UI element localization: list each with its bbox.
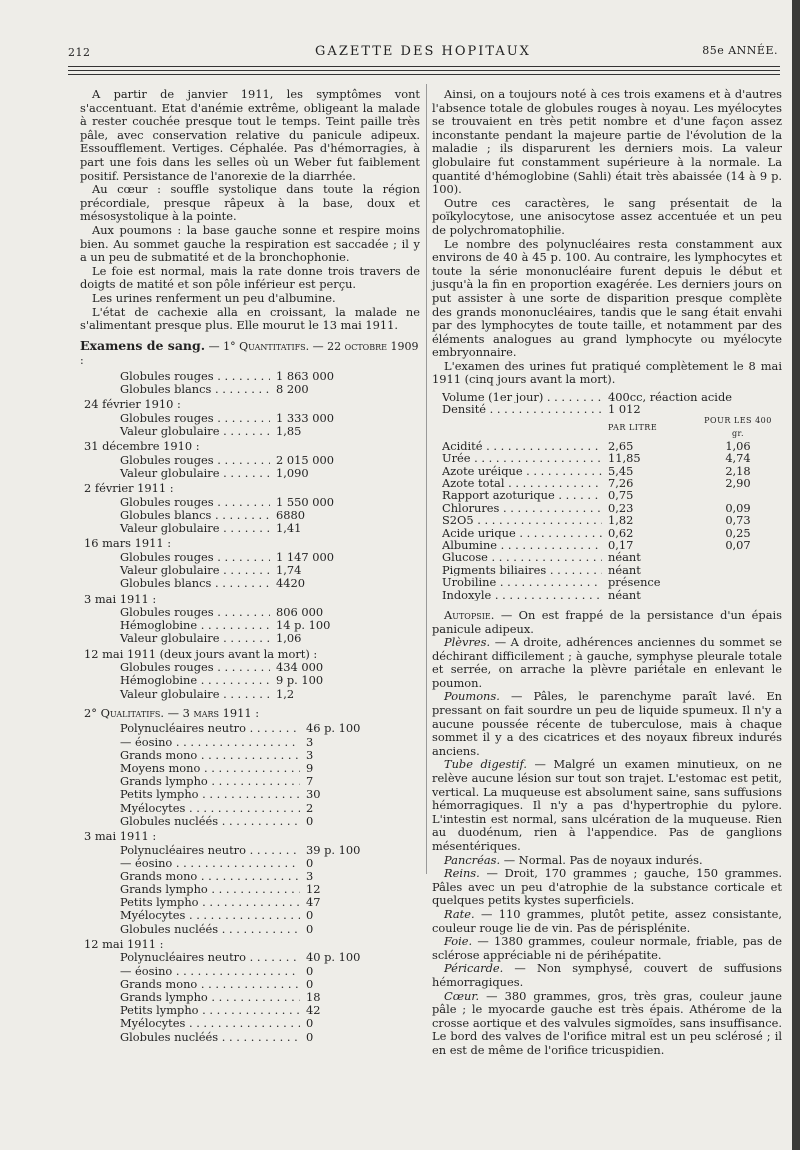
row-value: 47 [306,895,321,910]
row-value-400: 4,74 [725,451,751,466]
header-per-litre: PAR LITRE [608,422,658,432]
row-value: 46 p. 100 [306,721,361,736]
table-row [84,736,420,749]
row-value: 42 [306,1003,321,1018]
paragraph: L'examen des urines fut pratiqué complètement le 8 mai 1911 (cinq jours avant la mort). [432,358,782,387]
qual-label: 2° Qualitatifs. — 3 mars 1911 : [84,705,260,720]
paragraph: Ainsi, on a toujours noté à ces trois examens et à d'autres l'absence totale de globules rouges à noyau. Les myélocytes se trouvaient en très petit nombre et d'une façon assez inconstante pendant la majeure partie de l'évolution de la maladie ; ils disparurent les derniers mois. La valeur globulaire fut constamment supérieure à la normale. La quantité d'hémoglobine (Sahli) était très abaissée (14 à 9 p. 100). [432,87,782,197]
row-value: 9 p. 100 [276,673,324,688]
row-label: Globules nucléés . . . [84,815,300,828]
paragraph: Outre ces caractères, le sang présentait de la poïkylocytose, une anisocytose assez accentuée et un peu de polychromatophilie. [432,195,782,237]
row-label: Globules blancs . . . [84,383,270,396]
row-value-400: 0,73 [725,513,751,528]
autopsy-paragraph [432,854,782,868]
autopsy-lead: Foie. [444,934,473,949]
autopsy-text: — Normal. Pas de noyaux indurés. [500,852,703,867]
row-value-litre: 11,85 [608,451,641,466]
row-value: 2 [306,800,314,815]
paragraph: Au cœur : souffle systolique dans toute la région précordiale, presque râpeux à la base, doux et mésosystolique à la pointe. [80,182,420,224]
row-value: 9 [306,760,314,775]
table-row [84,951,420,964]
table-row [84,632,420,645]
row-value-litre: 0,75 [608,488,634,503]
table-row [84,802,420,815]
row-label: Albumine . . . [442,539,602,551]
row-label: Myélocytes . . . [84,909,300,922]
row-value-400: 2,90 [725,476,751,491]
row-label: Grands lympho . . . [84,775,300,788]
row-value: 1,06 [276,631,302,646]
table-row [84,909,420,922]
page-number: 212 [68,46,91,59]
table-row [84,688,420,701]
row-value: 1 863 000 [276,368,334,383]
row-value: 1 550 000 [276,494,334,509]
table-row [84,412,420,425]
row-label: Valeur globulaire . . . [84,632,270,645]
row-value-litre: 0,17 [608,537,634,552]
row-value: 0 [306,1029,314,1044]
row-value: 400cc, réaction acide [608,390,732,405]
table-row [84,619,420,632]
row-value: 18 [306,989,321,1004]
autopsy-paragraph [432,690,782,758]
row-label: Valeur globulaire . . . [84,564,270,577]
autopsy-text: — Non symphysé, couvert de suffusions hémorragiques. [432,961,782,989]
row-label: Densité . . . [442,403,602,415]
table-row [84,923,420,936]
table-row [442,452,782,464]
row-value: 1,74 [276,563,302,578]
exam-group [80,593,420,646]
row-value: 0 [306,976,314,991]
autopsy-paragraph [432,609,782,636]
row-label: Globules rouges . . . [84,496,270,509]
autopsy-text: — Pâles, le parenchyme paraît lavé. En pressant on fait sourdre un peu de liquide spumeux. Il n'y a aucune poussée récente de tuberculose, mais à chaque sommet il y a des cicatrices et des noyaux fibreux indurés anciens. [432,689,782,758]
autopsy-lead: Reins. [444,866,480,881]
autopsy-paragraph [432,935,782,962]
autopsy-text: — Droit, 170 grammes ; gauche, 150 grammes. Pâles avec un peu d'atrophie de la substance corticale et quelques petits kystes superficiels. [432,866,782,908]
row-label: Myélocytes . . . [84,1017,300,1030]
row-label: Hémoglobine . . . [84,674,270,687]
table-row [84,564,420,577]
right-column [432,88,782,1058]
row-value: 0 [306,963,314,978]
row-label: Globules rouges . . . [84,412,270,425]
table-row [84,815,420,828]
row-value: 14 p. 100 [276,618,331,633]
table-row [84,496,420,509]
autopsy-text: — 380 grammes, gros, très gras, couleur jaune pâle ; le myocarde gauche est très épais. Athérome de la crosse aortique et des valvules sigmoïdes, sans insuffisance. Le bord des valves de l'orifice mitral est un peu sclérosé ; il en est de même de l'orifice tricuspidien. [432,988,782,1057]
table-row [84,606,420,619]
row-label: Valeur globulaire . . . [84,522,270,535]
table-row [84,425,420,438]
table-row [84,509,420,522]
row-label: Myélocytes . . . [84,802,300,815]
table-row [84,370,420,383]
row-value: 4420 [276,576,305,591]
row-value: 12 [306,882,321,897]
table-header [442,416,782,440]
exam-date: 12 mai 1911 (deux jours avant la mort) : [84,646,318,661]
row-value-litre: présence [608,575,661,590]
row-value: 3 [306,868,314,883]
row-value-400 [698,564,778,576]
row-label: Glucose . . . [442,551,602,563]
row-label: Hémoglobine . . . [84,619,270,632]
row-label: Grands mono . . . [84,978,300,991]
row-value: 3 [306,747,314,762]
table-row [84,978,420,991]
exam-title: Examens de sang. [80,337,206,353]
row-value-400 [698,551,778,563]
row-label: Rapport azoturique . . . [442,489,602,501]
row-value-litre: 2,65 [608,438,634,453]
row-value: 1 012 [608,402,641,417]
autopsy-paragraph [432,636,782,690]
autopsy-text: — 1380 grammes, couleur normale, friable, pas de sclérose appréciable ni de périhépatite. [432,934,782,962]
row-label: Chlorures . . . [442,502,602,514]
row-value: 806 000 [276,605,324,620]
exam-date: 3 mai 1911 : [84,591,157,606]
row-label: Urée . . . [442,452,602,464]
journal-year: 85e ANNÉE. [702,44,778,57]
row-value: 434 000 [276,660,324,675]
row-value: 1,85 [276,424,302,439]
table-row [84,883,420,896]
paragraph: L'état de cachexie alla en croissant, la malade ne s'alimentant presque plus. Elle mourut le 13 mai 1911. [80,304,420,333]
row-value: 1 333 000 [276,410,334,425]
autopsy-text: — Malgré un examen minutieux, on ne relève aucune lésion sur tout son trajet. L'estomac est petit, vertical. La muqueuse est absolument saine, sans suffusions hémorragiques. Il n'y a pas d'hypertrophie du pylore. L'intestin est normal, sans ulcération de la muqueuse. Rien au duodénum, rien à l'appendice. Pas de ganglions mésentériques. [432,757,782,854]
table-row [84,577,420,590]
row-value-400: 0,25 [725,525,751,540]
row-value-litre: 5,45 [608,463,634,478]
exam-date: 3 mai 1911 : [84,828,157,843]
table-row [84,844,420,857]
exam-date: 12 mai 1911 : [84,936,164,951]
row-value-litre: néant [608,562,641,577]
table-row [84,762,420,775]
autopsy-paragraph [432,990,782,1058]
table-row [84,870,420,883]
exam-date: 31 décembre 1910 : [84,439,200,454]
row-label: Globules rouges . . . [84,606,270,619]
paragraph: Les urines renferment un peu d'albumine. [92,290,336,305]
row-label: Pigments biliaires . . . [442,564,602,576]
table-row [442,489,782,501]
autopsy-paragraph [432,867,782,908]
row-value: 0 [306,908,314,923]
autopsy-paragraph [432,908,782,935]
row-label: Grands lympho . . . [84,991,300,1004]
table-row [84,467,420,480]
table-row [442,551,782,563]
autopsy-lead: Autopsie. [444,607,495,622]
table-row [442,576,782,588]
row-label: Acidité . . . [442,440,602,452]
table-row [84,661,420,674]
table-row [84,722,420,735]
urine-table [442,391,782,601]
row-label: Globules blancs . . . [84,509,270,522]
row-value: 3 [306,734,314,749]
exam-group [80,370,420,396]
row-label: Valeur globulaire . . . [84,425,270,438]
row-value-litre: néant [608,550,641,565]
row-label: Azote total . . . [442,477,602,489]
row-label: Polynucléaires neutro . . . [84,722,300,735]
autopsy-lead: Rate. [444,906,475,921]
row-value-litre: 0,62 [608,525,634,540]
exam-group [80,938,420,1044]
header-rule [68,66,780,67]
paragraph: Le foie est normal, mais la rate donne trois travers de doigts de matité et son pôle inférieur est perçu. [80,263,420,292]
table-row [84,674,420,687]
header-rule-2 [68,70,780,71]
section-heading [80,339,420,368]
autopsy-lead: Poumons. [444,689,500,704]
row-value: 7 [306,774,314,789]
row-label: Globules rouges . . . [84,370,270,383]
row-value: 0 [306,855,314,870]
row-value: 39 p. 100 [306,842,361,857]
quant-label: — 1° Quantitatifs. — 22 octobre 1909 : [80,339,419,368]
row-value-400: 0,09 [725,500,751,515]
header-per-400: POUR LES 400 gr. [704,416,772,438]
autopsy-lead: Plèvres. [444,635,491,650]
table-row [84,788,420,801]
row-label: Petits lympho . . . [84,1004,300,1017]
autopsy-lead: Péricarde. [444,961,504,976]
row-value-400: 2,18 [725,463,751,478]
row-value: 8 200 [276,382,309,397]
exam-date: 16 mars 1911 : [84,536,172,551]
row-label: S2O5 . . . [442,514,602,526]
autopsy-lead: Tube digestif. [444,757,527,772]
exam-group [80,648,420,701]
row-label: Petits lympho . . . [84,896,300,909]
paragraph: Le nombre des polynucléaires resta constamment aux environs de 40 à 45 p. 100. Au contraire, les lymphocytes et toute la série mononucléaire furent depuis le début et jusqu'à la fin en proportion exagérée. Les derniers jours on put assister à une sorte de disparition presque complète des grands mononucléaires, tandis que le sang était envahi par des lymphocytes de toute taille, et notamment par des éléments analogues au grand lymphocyte ou myélocyte embryonnaire. [432,236,782,360]
row-label: Valeur globulaire . . . [84,467,270,480]
row-label: Grands mono . . . [84,870,300,883]
table-row [84,857,420,870]
row-value-litre: néant [608,587,641,602]
table-row [84,749,420,762]
page-edge [792,0,800,1150]
row-label: Valeur globulaire . . . [84,688,270,701]
row-value: 1,41 [276,521,302,536]
row-value: 0 [306,1016,314,1031]
row-label: Polynucléaires neutro . . . [84,951,300,964]
row-label: — éosino . . . [84,857,300,870]
row-label: Globules nucléés . . . [84,1031,300,1044]
autopsy-text: — 110 grammes, plutôt petite, assez consistante, couleur rouge lie de vin. Pas de périsplénite. [432,906,782,935]
table-row [84,454,420,467]
autopsy-lead: Cœur. [444,988,480,1003]
row-label: Globules rouges . . . [84,551,270,564]
table-row [442,514,782,526]
row-label: Moyens mono . . . [84,762,300,775]
table-row [84,1017,420,1030]
autopsy-text: — On est frappé de la persistance d'un épais panicule adipeux. [432,607,782,636]
row-label: — éosino . . . [84,736,300,749]
row-label: Globules nucléés . . . [84,923,300,936]
table-row [84,522,420,535]
row-value-400: 0,07 [725,537,751,552]
row-value-400: 1,06 [725,438,751,453]
autopsy-paragraph [432,758,782,853]
left-column [80,88,420,1044]
row-value: 30 [306,787,321,802]
row-label: Petits lympho . . . [84,788,300,801]
row-value: 6880 [276,507,305,522]
row-value-litre: 7,26 [608,476,634,491]
row-label: Globules rouges . . . [84,454,270,467]
autopsy-text: — A droite, adhérences anciennes du sommet se déchirant difficilement ; à gauche, symphyse pleurale totale et serrée, on arrache la plèvre pariétale en enlevant le poumon. [432,635,782,690]
row-label: Indoxyle . . . [442,589,602,601]
row-value-400 [698,489,778,501]
exam-group [80,482,420,535]
row-value: 2 015 000 [276,452,334,467]
autopsy-lead: Pancréas. [444,852,501,867]
row-label: Globules blancs . . . [84,577,270,590]
table-row [84,1004,420,1017]
row-label: Polynucléaires neutro . . . [84,844,300,857]
row-label: Urobiline . . . [442,576,602,588]
table-row [84,1031,420,1044]
header-rule-3 [68,74,780,75]
table-row [84,896,420,909]
row-value: 0 [306,921,314,936]
exam-group [80,398,420,438]
table-row [84,551,420,564]
row-value: 40 p. 100 [306,950,361,965]
row-value-400 [698,576,778,588]
row-label: Acide urique . . . [442,527,602,539]
row-value: 1 147 000 [276,549,334,564]
row-value: 1,2 [276,686,295,701]
exam-date: 2 février 1911 : [84,481,174,496]
row-label: Grands lympho . . . [84,883,300,896]
row-value: 0 [306,813,314,828]
page-header [68,40,778,60]
table-row [442,589,782,601]
row-value-litre: 1,82 [608,513,634,528]
table-row [84,965,420,978]
exam-group [80,830,420,936]
row-label: Grands mono . . . [84,749,300,762]
row-label: — éosino . . . [84,965,300,978]
row-label: Volume (1er jour) . . . [442,391,602,403]
paragraph: Aux poumons : la base gauche sonne et respire moins bien. Au sommet gauche la respiration est saccadée ; il y a un peu de submatité et de la bronchophonie. [80,222,420,265]
exam-group [80,440,420,480]
autopsy-paragraph [432,962,782,989]
table-row [84,775,420,788]
row-value: 1,090 [276,466,309,480]
table-row [84,383,420,396]
journal-title: GAZETTE DES HOPITAUX [315,44,531,59]
column-separator [426,84,427,874]
row-label: Azote uréique . . . [442,465,602,477]
row-value-400 [698,589,778,601]
exam-group [80,537,420,590]
paragraph: A partir de janvier 1911, les symptômes vont s'accentuant. Etat d'anémie extrême, obligeant la malade à rester couchée presque tout le temps. Teint paille très pâle, avec conservation relative du panicule adipeux. Essoufflement. Vertiges. Céphalée. Pas d'hémorragies, à part une fois dans les selles où un Weber fut faiblement positif. Persistance de l'anorexie de la diarrhée. [80,87,420,183]
row-value-litre: 0,23 [608,500,634,515]
exam-group [80,722,420,828]
exam-date: 24 février 1910 : [84,397,181,412]
table-row [442,403,782,415]
row-label: Globules rouges . . . [84,661,270,674]
table-row [84,991,420,1004]
